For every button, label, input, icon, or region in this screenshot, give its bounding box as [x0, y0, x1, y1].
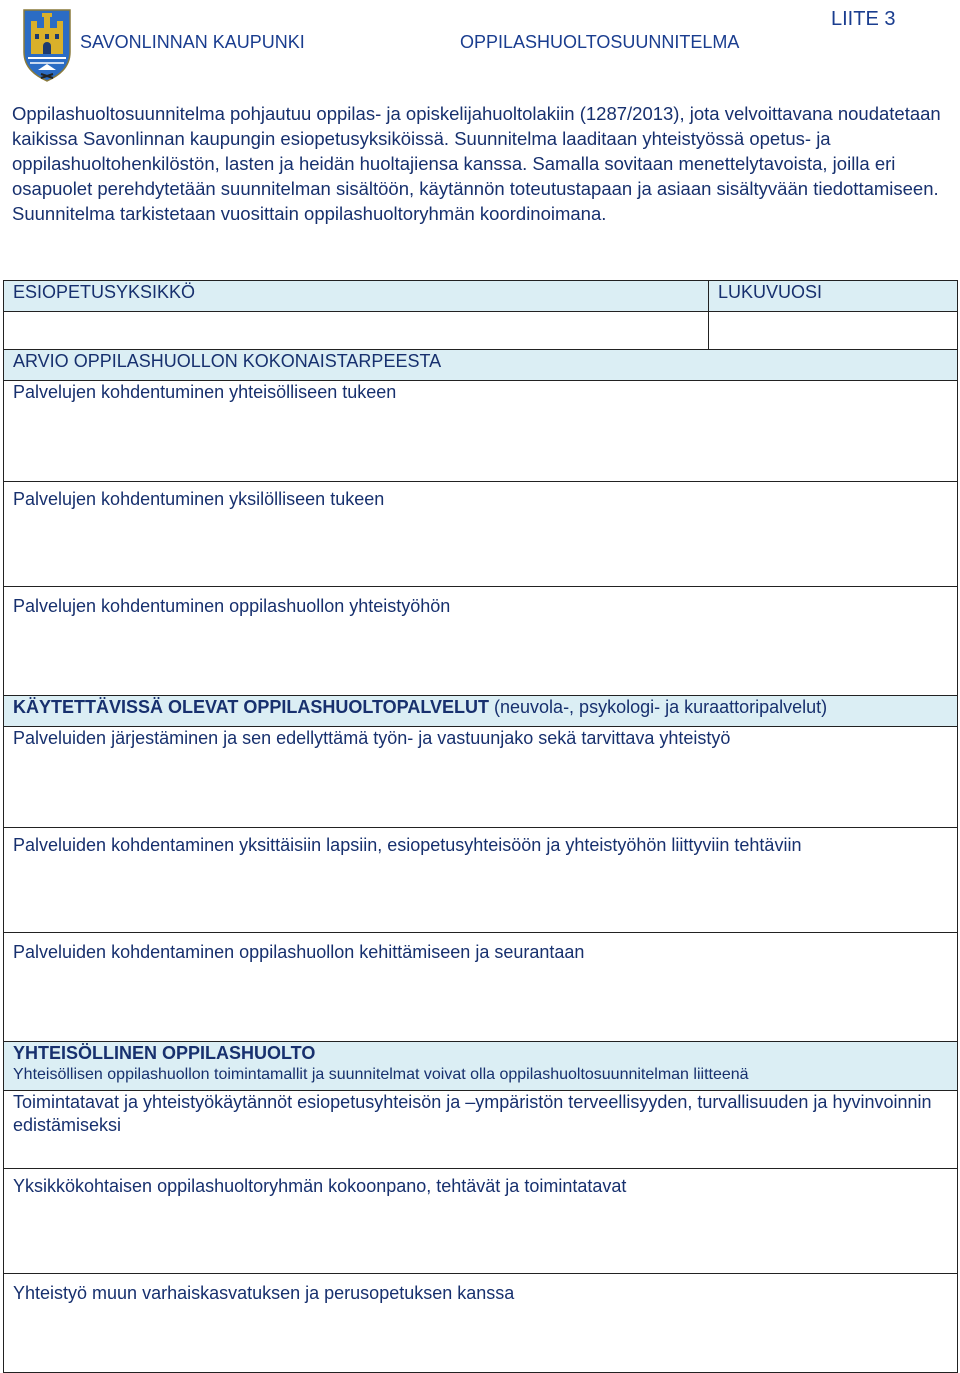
- page-header: [0, 0, 960, 86]
- year-label: LUKUVUOSI: [709, 281, 958, 312]
- field-wellbeing-practices[interactable]: Toimintatavat ja yhteistyökäytännöt esiopetusyhteisön ja –ympäristön terveellisyyden, turvallisuuden ja hyvinvoinnin edistämiseksi: [4, 1091, 958, 1169]
- section-needs-assessment-title: ARVIO OPPILASHUOLLON KOKONAISTARPEESTA: [4, 350, 958, 381]
- intro-paragraph: Oppilashuoltosuunnitelma pohjautuu oppilas- ja opiskelijahuoltolakiin (1287/2013), jota velvoittavana noudatetaan kaikissa Savonlinnan kaupungin esiopetusyksiköissä. Suunnitelma laaditaan yhteistyössä opetus- ja oppilashuoltohenkilöstön, lasten ja heidän huoltajiensa kanssa. Samalla sovitaan menettelytavoista, joilla eri osapuolet perehdytetään suunnitelman sisältöön, käytännön toteutustapaan ja asiaan sisältyvään tiedottamiseen. Suunnitelma tarkistetaan vuosittain oppilashuoltoryhmän koordinoimana.: [12, 103, 941, 224]
- year-input-cell[interactable]: [709, 312, 958, 350]
- field-service-organization[interactable]: Palveluiden järjestäminen ja sen edellyttämä työn- ja vastuunjako sekä tarvittava yhteistyö: [4, 727, 958, 828]
- document-title: OPPILASHUOLTOSUUNNITELMA: [460, 32, 740, 52]
- plan-form-table: [3, 280, 958, 1373]
- section-communal-care-title: [4, 1042, 958, 1091]
- section-available-services-note: (neuvola-, psykologi- ja kuraattoripalvelut): [489, 697, 828, 717]
- section-communal-care-heading: YHTEISÖLLINEN OPPILASHUOLTO: [13, 1043, 316, 1063]
- section-communal-care-subtitle: Yhteisöllisen oppilashuollon toimintamallit ja suunnitelmat voivat olla oppilashuoltosuunnitelman liitteenä: [13, 1066, 749, 1083]
- field-individual-support[interactable]: Palvelujen kohdentuminen yksilölliseen tukeen: [4, 482, 958, 587]
- section-available-services-heading: KÄYTETTÄVISSÄ OLEVAT OPPILASHUOLTOPALVELUT: [13, 697, 490, 717]
- field-education-cooperation[interactable]: Yhteistyö muun varhaiskasvatuksen ja perusopetuksen kanssa: [4, 1274, 958, 1373]
- field-service-allocation[interactable]: Palveluiden kohdentaminen yksittäisiin lapsiin, esiopetusyhteisöön ja yhteistyöhön liittyviin tehtäviin: [4, 828, 958, 933]
- coat-of-arms-icon: [22, 4, 72, 82]
- appendix-label: LIITE 3: [831, 8, 896, 30]
- field-care-group-composition[interactable]: Yksikkökohtaisen oppilashuoltoryhmän kokoonpano, tehtävät ja toimintatavat: [4, 1169, 958, 1274]
- unit-label: ESIOPETUSYKSIKKÖ: [4, 281, 709, 312]
- organization-name: SAVONLINNAN KAUPUNKI: [80, 32, 305, 52]
- field-collaboration[interactable]: Palvelujen kohdentuminen oppilashuollon yhteistyöhön: [4, 587, 958, 696]
- unit-input-cell[interactable]: [4, 312, 709, 350]
- field-community-support[interactable]: Palvelujen kohdentuminen yhteisölliseen tukeen: [4, 381, 958, 482]
- field-service-development[interactable]: Palveluiden kohdentaminen oppilashuollon kehittämiseen ja seurantaan: [4, 933, 958, 1042]
- section-available-services-title: [4, 696, 958, 727]
